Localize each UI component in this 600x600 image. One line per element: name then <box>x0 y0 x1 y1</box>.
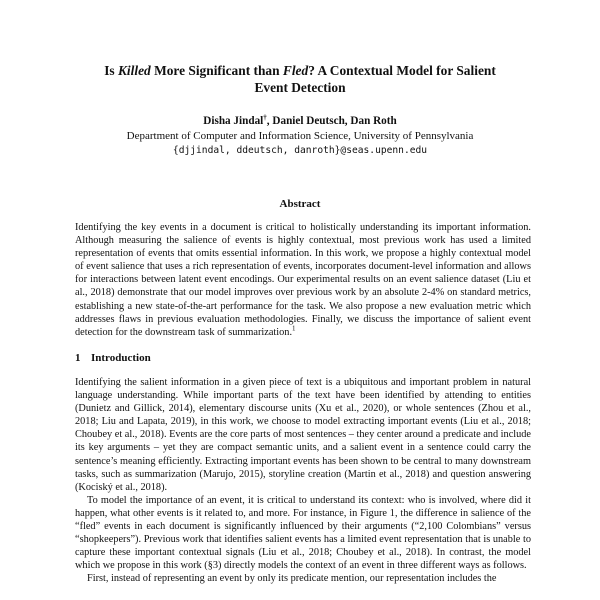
title-line2: Event Detection <box>254 80 346 95</box>
author-list <box>60 115 540 127</box>
author-emails: {djjindal, ddeutsch, danroth}@seas.upenn.edu <box>172 145 428 156</box>
affiliation: Department of Computer and Information Science, University of Pennsylvania <box>126 130 474 142</box>
introduction-body <box>75 376 531 586</box>
abstract-body <box>75 221 531 339</box>
title-prefix: Is <box>104 63 118 78</box>
intro-paragraph-2: To model the importance of an event, it is critical to understand its context: who is involved, where did it happen, what other events is it related to, and more. For instance, in Figure 1, the difference in salience of the “fled” events in each document is significantly influenced by their arguments (“2,100 Colombians” versus “shopkeepers”). Previous work that identifies salient events has a limited event representation that is unable to capture these important contextual signals (Liu et al., 2018; Choubey et al., 2018). In contrast, the model which we propose in this work (§3) directly models the context of an event in three different ways as follows. <box>75 494 531 572</box>
intro-paragraph-1: Identifying the salient information in a given piece of text is a ubiquitous and important problem in natural language understanding. While important parts of the text have been identified by attending to entities (Dunietz and Gillick, 2014), elementary discourse units (Xu et al., 2020), or whole sentences (Zhou et al., 2018; Liu and Lapata, 2019), in this work, we choose to model extracting important events (Liu et al., 2018; Choubey et al., 2018). Events are the core parts of most sentences – they center around a predicate and include its key arguments – yet they are compact semantic units, and a salient event in a sentence could carry the sentence’s meaning efficiently. Extracting important events has been shown to be central to many downstream tasks, such as summarization (Marujo, 2015), storyline creation (Martin et al., 2018) and question answering (Kociský et al., 2018). <box>75 377 531 493</box>
section-number: 1 <box>75 352 81 364</box>
intro-paragraph-3: First, instead of representing an event by only its predicate mention, our representation includes the <box>87 573 497 585</box>
paper-title <box>60 62 540 96</box>
section-heading-introduction <box>75 352 151 364</box>
section-title: Introduction <box>91 352 151 364</box>
title-suffix: ? A Contextual Model for Salient <box>308 63 496 78</box>
title-italic-killed: Killed <box>117 63 151 78</box>
title-italic-fled: Fled <box>282 63 309 78</box>
author-1-footnote-mark: † <box>263 113 267 122</box>
author-1: Disha Jindal <box>203 115 264 127</box>
abstract-footnote-mark: 1 <box>292 324 296 333</box>
authors-rest: , Daniel Deutsch, Dan Roth <box>266 115 397 127</box>
abstract-text: Identifying the key events in a document is critical to holistically understanding its important information. Although measuring the salience of events is highly contextual, most previous work has used a limited representation of events that omits essential information. In this work, we propose a highly contextual model of event salience that uses a rich representation of events, incorporates document-level information and allows for interactions between latent event encodings. Our experimental results on an event salience dataset (Liu et al., 2018) demonstrate that our model improves over previous work by an absolute 2-4% on standard metrics, establishing a new state-of-the-art performance for the task. We also propose a new evaluation metric which addresses flaws in previous evaluation methodologies. Finally, we discuss the importance of salient event detection for the downstream task of summarization. <box>75 222 531 338</box>
abstract-heading: Abstract <box>279 198 321 210</box>
title-mid: More Significant than <box>150 63 283 78</box>
